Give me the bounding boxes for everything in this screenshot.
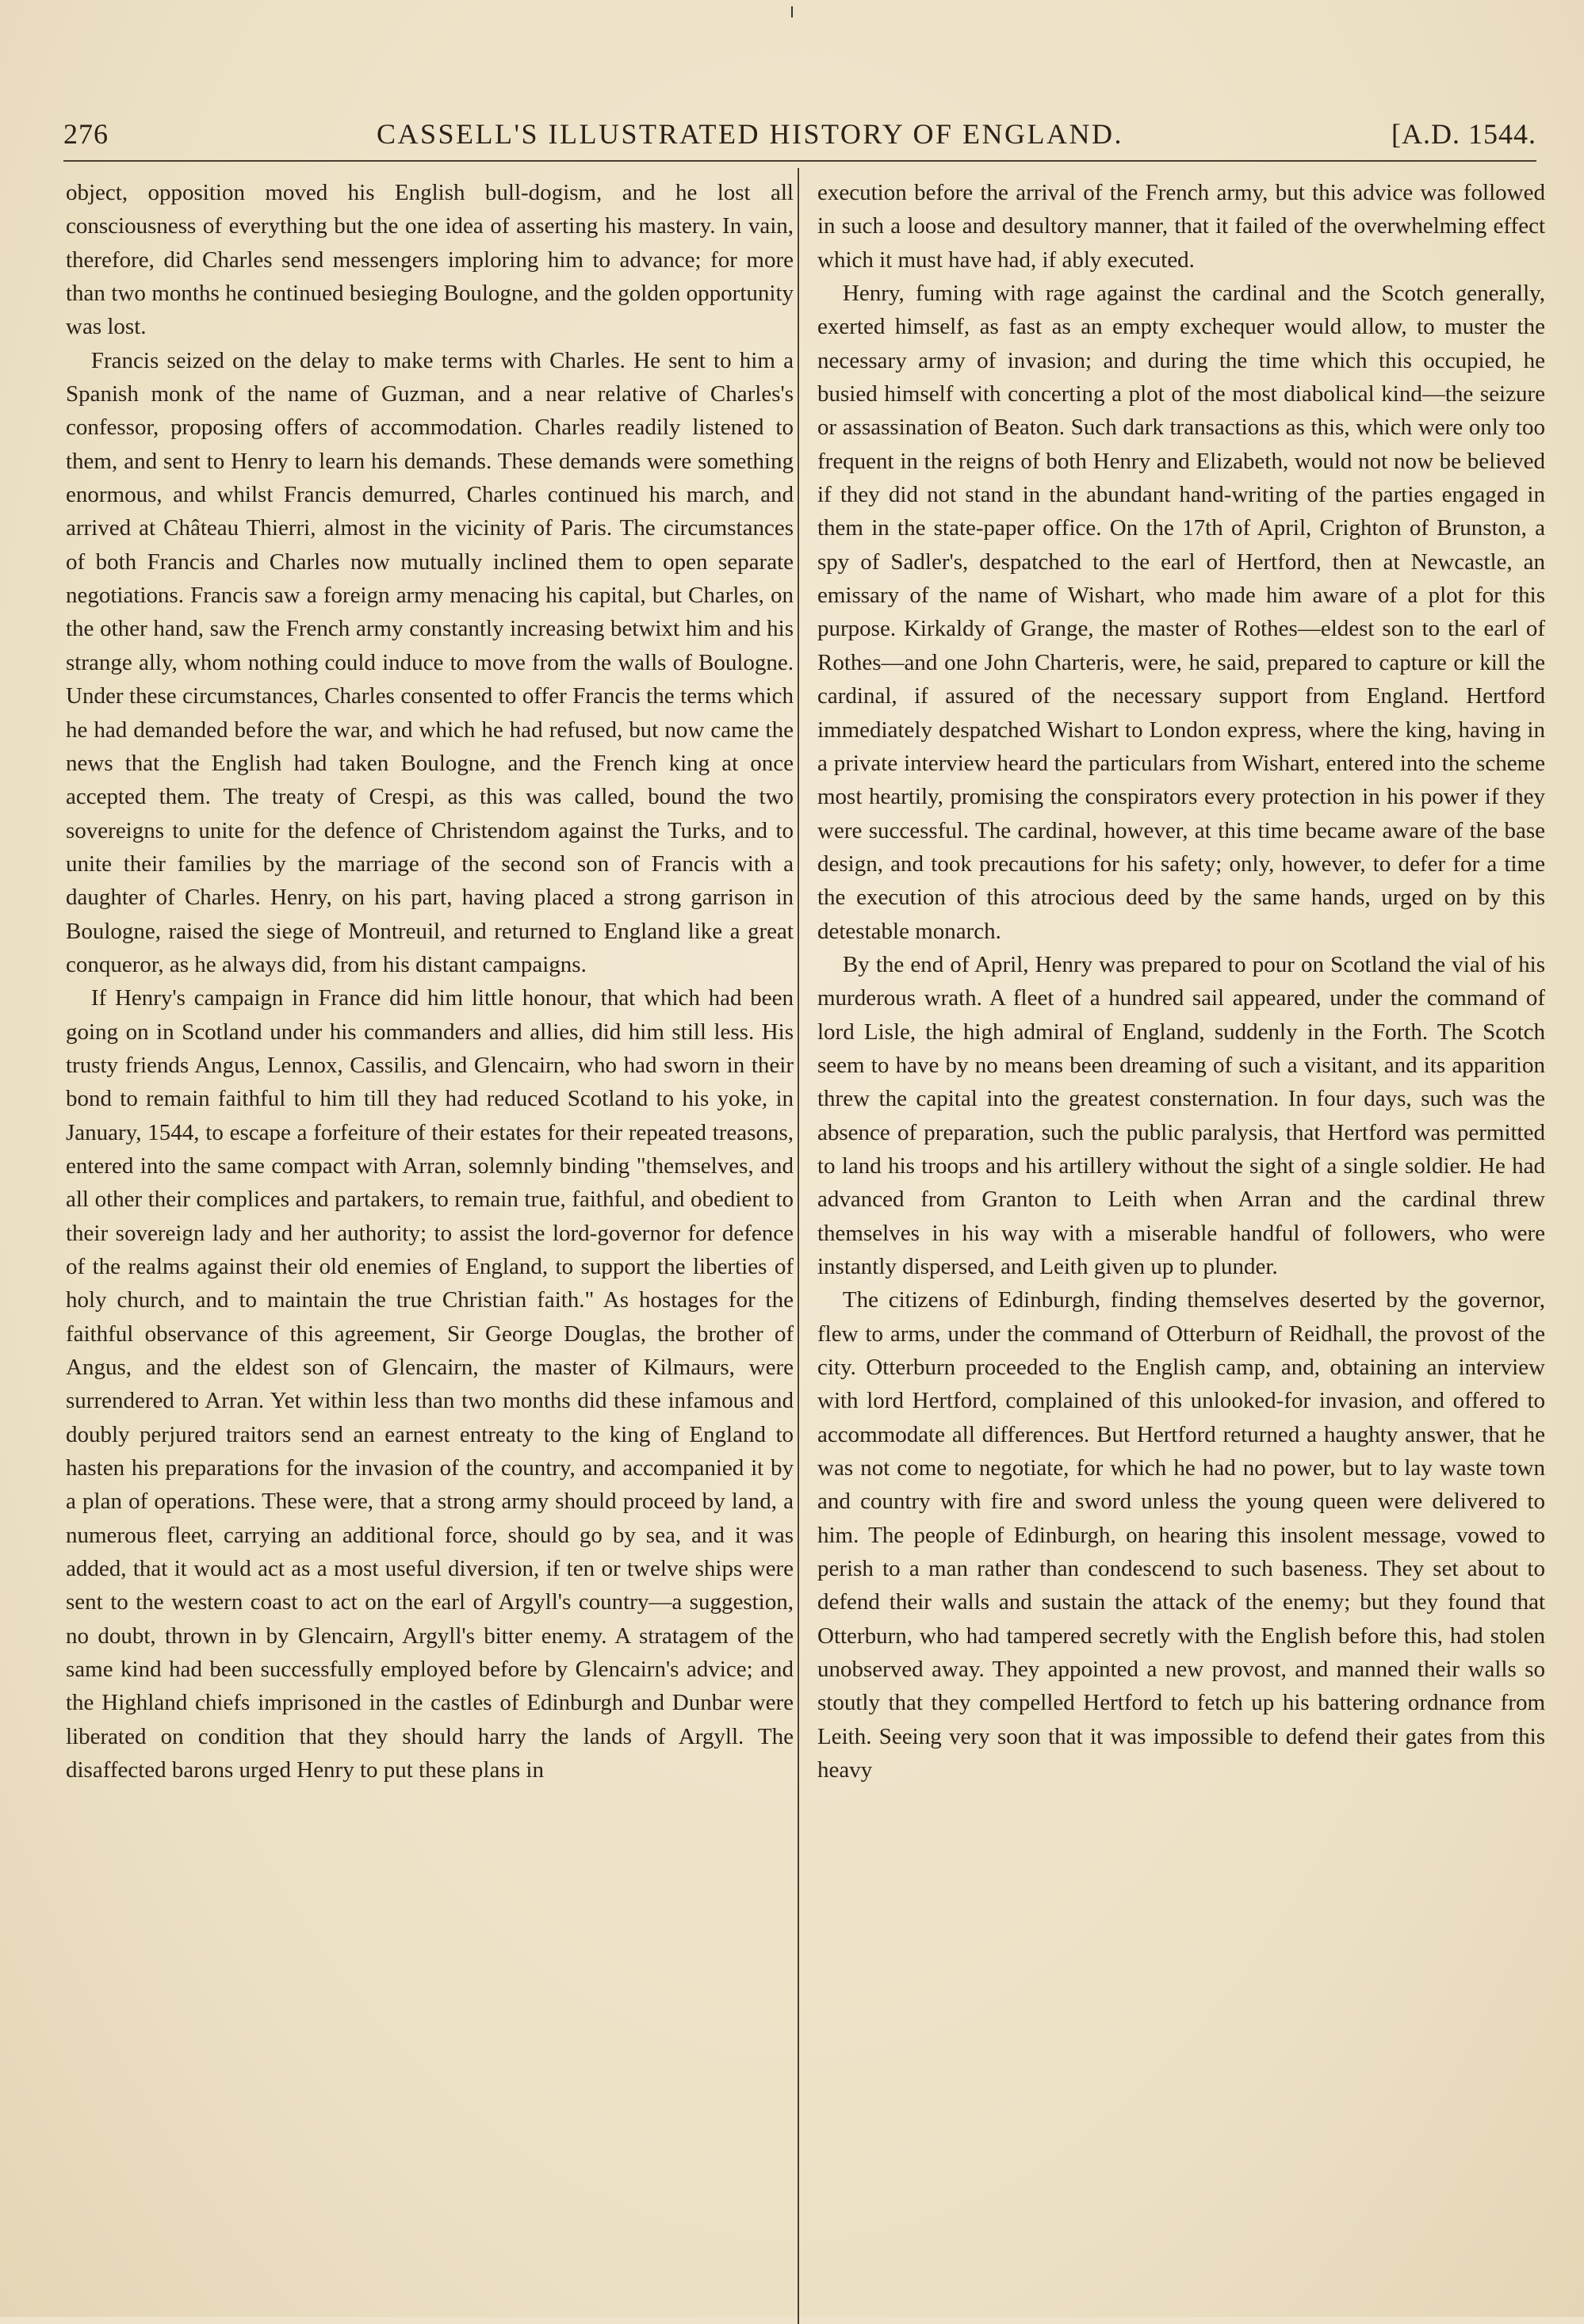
paragraph: Henry, fuming with rage against the cardinal and the Scotch generally, exerted himself, as fast as an empty exchequer would allow, to muster the necessary army of invasion; and during the time which this occupied, he busied himself with concerting a plot of the most diabolical kind—the seizure or assassination of Beaton. Such dark transactions as this, which were only too frequent in the reigns of both Henry and Elizabeth, would not now be believed if they did not stand in the abundant hand-writing of the parties engaged in them in the state-paper office. On the 17th of April, Crighton of Brunston, a spy of Sadler's, despatched to the earl of Hertford, then at Newcastle, an emissary of the name of Wishart, who made him aware of a plot for this purpose. Kirkaldy of Grange, the master of Rothes—eldest son to the earl of Rothes—and one John Charteris, were, he said, prepared to capture or kill the cardinal, if assured of the necessary support from England. Hertford immediately despatched Wishart to London express, where the king, having in a private interview heard the particulars from Wishart, entered into the scheme most heartily, promising the conspirators every protection in his power if they were successful. The cardinal, however, at this time became aware of the base design, and took precautions for his safety; only, however, to defer for a time the execution of this atrocious deed by the same hands, urged on by this detestable monarch. bbox=[817, 281, 1545, 944]
paragraph: The citizens of Edinburgh, finding themselves deserted by the governor, flew to arms, under the command of Otterburn of Reidhall, the provost of the city. Otterburn proceeded to the English camp, and, obtaining an interview with lord Hertford, complained of this unlooked-for invasion, and offered to accommodate all differences. But Hertford returned a haughty answer, that he was not come to negotiate, for which he had no power, but to lay waste town and country with fire and sword unless the young queen were delivered to him. The people of Edinburgh, on hearing this insolent message, vowed to perish to a man rather than condescend to such baseness. They set about to defend their walls and sustain the attack of the enemy; but they found that Otterburn, who had tampered secretly with the English before this, had stolen unobserved away. They appointed a new provost, and manned their walls so stoutly that they compelled Hertford to fetch up his battering ordnance from Leith. Seeing very soon that it was impossible to defend their gates from this heavy bbox=[817, 1287, 1545, 1783]
header-date: [A.D. 1544. bbox=[1391, 118, 1536, 150]
paragraph: Francis seized on the delay to make terms with Charles. He sent to him a Spanish monk of the name of Guzman, and a near relative of Charles's confessor, proposing offers of accommodation. Charles readily listened to them, and sent to Henry to learn his demands. These demands were something enormous, and whilst Francis demurred, Charles continued his march, and arrived at Château Thierri, almost in the vicinity of Paris. The circumstances of both Francis and Charles now mutually inclined them to open separate negotiations. Francis saw a foreign army menacing his capital, but Charles, on the other hand, saw the French army constantly increasing betwixt him and his strange ally, whom nothing could induce to move from the walls of Boulogne. Under these circumstances, Charles consented to offer Francis the terms which he had demanded before the war, and which he had refused, but now came the news that the English had taken Boulogne, and the French king at once accepted them. The treaty of Crespi, as this was called, bound the two sovereigns to unite for the defence of Christendom against the Turks, and to unite their families by the marriage of the second son of Francis with a daughter of Charles. Henry, on his part, having placed a strong garrison in Boulogne, raised the siege of Montreuil, and returned to England like a great conqueror, as he always did, from his distant campaigns. bbox=[66, 347, 794, 977]
left-column bbox=[66, 176, 794, 2300]
running-header bbox=[63, 117, 1536, 154]
paragraph: By the end of April, Henry was prepared to pour on Scotland the vial of his murderous wrath. A fleet of a hundred sail appeared, under the command of lord Lisle, the high admiral of England, suddenly in the Forth. The Scotch seem to have by no means been dreaming of such a visitant, and its apparition threw the capital into the greatest consternation. In four days, such was the absence of preparation, such the public paralysis, that Hertford was permitted to land his troops and his artillery without the sight of a single soldier. He had advanced from Granton to Leith when Arran and the cardinal threw themselves in his way with a miserable handful of followers, who were instantly dispersed, and Leith given up to plunder. bbox=[817, 951, 1545, 1279]
column-divider bbox=[798, 168, 799, 2324]
paragraph: object, opposition moved his English bull-dogism, and he lost all consciousness of everything but the one idea of asserting his mastery. In vain, therefore, did Charles send messengers imploring him to advance; for more than two months he continued besieging Boulogne, and the golden opportunity was lost. bbox=[66, 180, 794, 340]
binding-mark bbox=[791, 6, 793, 17]
paragraph: If Henry's campaign in France did him little honour, that which had been going on in Scotland under his commanders and allies, did him still less. His trusty friends Angus, Lennox, Cassilis, and Glencairn, who had sworn in their bond to remain faithful to him till they had reduced Scotland to his yoke, in January, 1544, to escape a forfeiture of their estates for their repeated treasons, entered into the same compact with Arran, solemnly binding "themselves, and all other their complices and partakers, to remain true, faithful, and obedient to their sovereign lady and her authority; to assist the lord-governor for defence of the realms against their old enemies of England, to support the liberties of holy church, and to maintain the true Christian faith." As hostages for the faithful observance of this agreement, Sir George Douglas, the brother of Angus, and the eldest son of Glencairn, the master of Kilmaurs, were surrendered to Arran. Yet within less than two months did these infamous and doubly perjured traitors send an earnest entreaty to the king of England to hasten his preparations for the invasion of the country, and accompanied it by a plan of operations. These were, that a strong army should proceed by land, a numerous fleet, carrying an additional force, should go by sea, and it was added, that it would act as a most useful diversion, if ten or twelve ships were sent to the western coast to act on the earl of Argyll's country—a suggestion, no doubt, thrown in by Glencairn, Argyll's bitter enemy. A stratagem of the same kind had been successfully employed before by Glencairn's advice; and the Highland chiefs imprisoned in the castles of Edinburgh and Dunbar were liberated on condition that they should harry the lands of Argyll. The disaffected barons urged Henry to put these plans in bbox=[66, 985, 794, 1783]
right-column bbox=[817, 176, 1545, 2300]
paragraph: execution before the arrival of the French army, but this advice was followed in such a loose and desultory manner, that it failed of the overwhelming effect which it must have had, if ably executed. bbox=[817, 180, 1545, 273]
header-rule bbox=[63, 160, 1536, 162]
running-title: CASSELL'S ILLUSTRATED HISTORY OF ENGLAND. bbox=[376, 118, 1124, 150]
page-number: 276 bbox=[63, 118, 109, 150]
